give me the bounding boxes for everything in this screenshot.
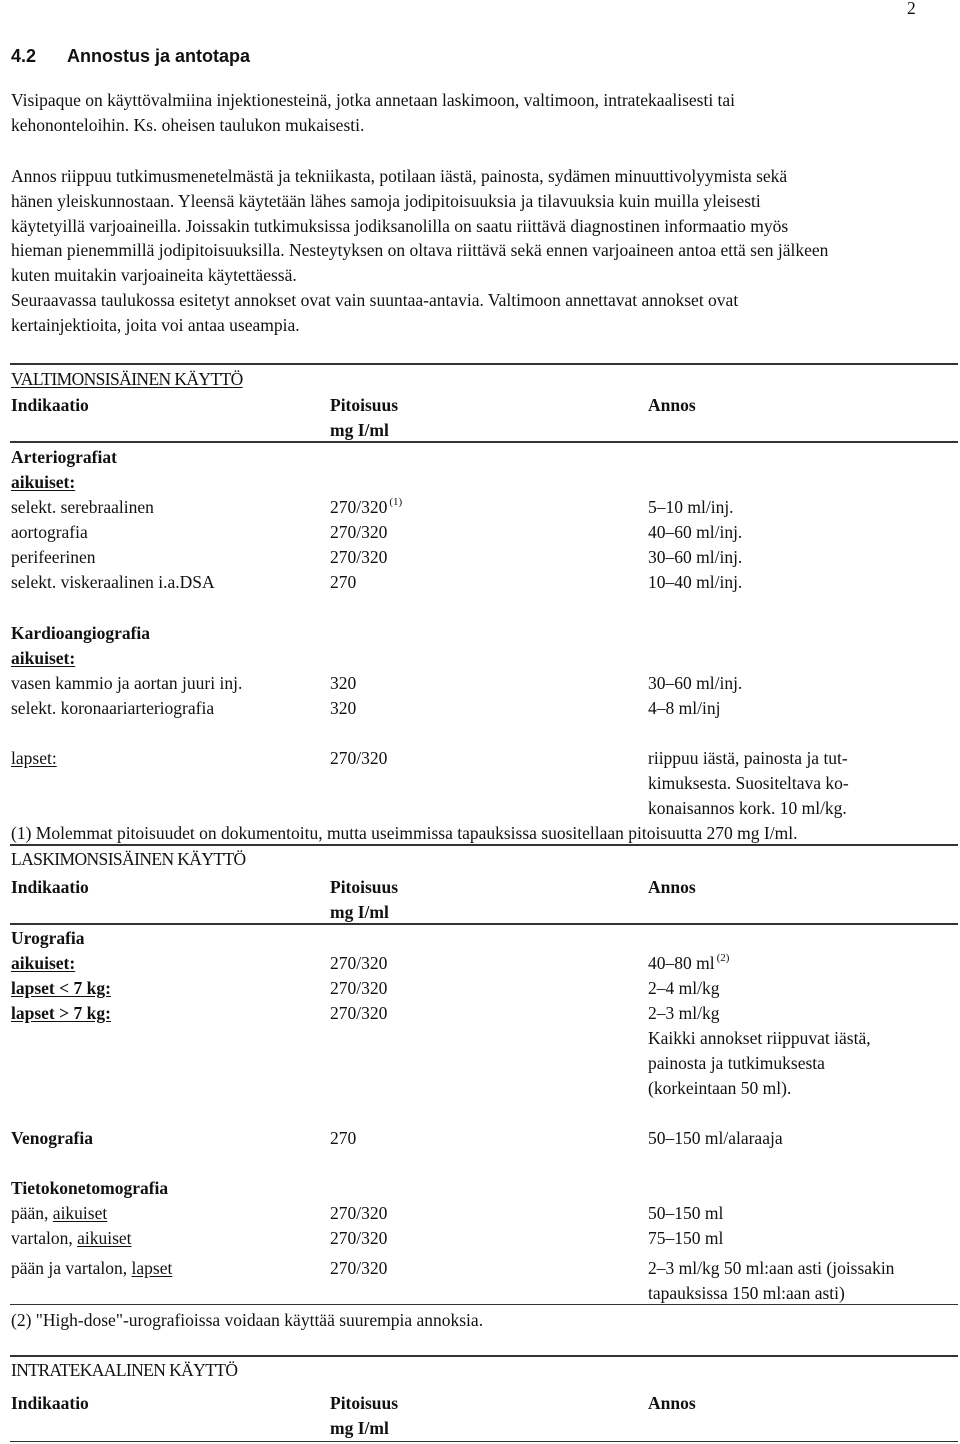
venous-section-title: LASKIMONSISÄINEN KÄYTTÖ: [11, 849, 246, 869]
header-indication: Indikaatio: [11, 877, 89, 897]
concentration-cell: 270/320: [330, 1258, 388, 1278]
concentration-cell: 270/320: [330, 547, 388, 567]
concentration-cell: 270/320: [330, 1203, 388, 1223]
dose-cell: 40–60 ml/inj.: [648, 522, 743, 542]
header-dose: Annos: [648, 1393, 696, 1413]
table-rule: [10, 1355, 958, 1357]
concentration-cell: 270/320 $^{(1)}$: [330, 496, 403, 517]
header-indication: Indikaatio: [11, 395, 89, 415]
header-concentration-unit: mg I/ml: [330, 420, 389, 440]
header-concentration: Pitoisuus: [330, 1393, 399, 1413]
header-dose: Annos: [648, 877, 696, 897]
dose-cell: 30–60 ml/inj.: [648, 673, 743, 693]
urography-group: Urografia: [11, 928, 85, 948]
indication-cell: vartalon, aikuiset: [11, 1228, 132, 1248]
dose-cell: 75–150 ml: [648, 1228, 724, 1248]
dose-cell: kimuksesta. Suositeltava ko-: [648, 773, 849, 793]
dose-cell: 50–150 ml: [648, 1203, 724, 1223]
table-rule: [10, 441, 958, 443]
table-rule: [10, 1304, 958, 1305]
dose-cell: 2–3 ml/kg 50 ml:aan asti (joissakin: [648, 1258, 895, 1278]
intro-paragraph: [11, 88, 956, 138]
dose-cell: 4–8 ml/inj: [648, 698, 721, 718]
concentration-cell: 270/320: [330, 748, 388, 768]
header-indication: Indikaatio: [11, 1393, 89, 1413]
table-rule: [10, 363, 958, 365]
footnote-1: (1) Molemmat pitoisuudet on dokumentoitu, mutta useimmissa tapauksissa suositellaan pitoisuutta 270 mg I/ml.: [11, 823, 798, 843]
table-rule: [10, 1441, 958, 1442]
dose-cell: 30–60 ml/inj.: [648, 547, 743, 567]
indication-cell: selekt. serebraalinen: [11, 497, 154, 517]
concentration-cell: 270/320: [330, 1003, 388, 1023]
indication-cell: lapset > 7 kg:: [11, 1003, 111, 1023]
header-concentration-unit: mg I/ml: [330, 902, 389, 922]
indication-cell: pään, aikuiset: [11, 1203, 108, 1223]
concentration-cell: 270/320: [330, 1228, 388, 1248]
indication-cell: aortografia: [11, 522, 88, 542]
dose-note: (korkeintaan 50 ml).: [648, 1078, 792, 1098]
concentration-cell: 320: [330, 698, 357, 718]
text-line: hänen yleiskunnostaan. Yleensä käytetään lähes samoja jodipitoisuuksia ja tilavuuksia kuin muilla yleisesti: [11, 190, 761, 211]
section-number: 4.2: [11, 46, 37, 66]
section-title: Annostus ja antotapa: [67, 46, 251, 66]
dose-cell: 50–150 ml/alaraaja: [648, 1128, 783, 1148]
dose-cell: 2–4 ml/kg: [648, 978, 720, 998]
indication-cell: perifeerinen: [11, 547, 96, 567]
table-rule: [10, 844, 958, 846]
indication-cell: vasen kammio ja aortan juuri inj.: [11, 673, 243, 693]
indication-cell: lapset < 7 kg:: [11, 978, 111, 998]
children-label: lapset:: [11, 748, 57, 768]
dose-note: Kaikki annokset riippuvat iästä,: [648, 1028, 871, 1048]
header-dose: Annos: [648, 395, 696, 415]
text-line: kuten muitakin varjoaineita käytettäessä.: [11, 265, 297, 286]
dose-cell: tapauksissa 150 ml:aan asti): [648, 1283, 845, 1303]
indication-cell: aikuiset:: [11, 953, 76, 973]
indication-cell: selekt. viskeraalinen i.a.DSA: [11, 572, 215, 592]
header-concentration: Pitoisuus: [330, 395, 399, 415]
adults-label: aikuiset:: [11, 472, 76, 492]
dose-cell: 10–40 ml/inj.: [648, 572, 743, 592]
page-number: 2: [907, 0, 916, 18]
concentration-cell: 320: [330, 673, 357, 693]
dose-cell: 2–3 ml/kg: [648, 1003, 720, 1023]
indication-cell: selekt. koronaariarteriografia: [11, 698, 215, 718]
arterial-section-title: VALTIMONSISÄINEN KÄYTTÖ: [11, 369, 243, 389]
text-line: kehononteloihin. Ks. oheisen taulukon mukaisesti.: [11, 114, 365, 135]
text-line: Visipaque on käyttövalmiina injektionesteinä, jotka annetaan laskimoon, valtimoon, intratekaalisesti tai: [11, 90, 736, 110]
concentration-cell: 270: [330, 572, 357, 592]
footnote-ref: (1): [389, 496, 403, 508]
venography-group: Venografia: [11, 1128, 93, 1148]
concentration-cell: 270/320: [330, 953, 388, 973]
dose-cell: 40–80 ml $^{(2)}$: [648, 952, 730, 973]
header-concentration-unit: mg I/ml: [330, 1418, 389, 1438]
dose-cell: riippuu iästä, painosta ja tut-: [648, 748, 848, 768]
text-line: Annos riippuu tutkimusmenetelmästä ja tekniikasta, potilaan iästä, painosta, sydämen minuuttivolyymista sekä: [11, 166, 788, 186]
adults-label: aikuiset:: [11, 648, 76, 668]
section-heading: [11, 44, 250, 69]
footnote-ref: (2): [716, 952, 730, 964]
text-line: kertainjektioita, joita voi antaa useampia.: [11, 314, 300, 335]
body-paragraph: [11, 164, 956, 338]
intrathecal-section-title: INTRATEKAALINEN KÄYTTÖ: [11, 1360, 238, 1380]
cardioangiography-group: Kardioangiografia: [11, 623, 151, 643]
concentration-cell: 270/320: [330, 522, 388, 542]
header-concentration: Pitoisuus: [330, 877, 399, 897]
text-line: Seuraavassa taulukossa esitetyt annokset ovat vain suuntaa-antavia. Valtimoon annettavat annokset ovat: [11, 289, 739, 310]
ct-group: Tietokonetomografia: [11, 1178, 169, 1198]
dose-cell: 5–10 ml/inj.: [648, 497, 734, 517]
arteriography-group: Arteriografiat: [11, 447, 117, 467]
concentration-cell: 270: [330, 1128, 357, 1148]
dose-note: painosta ja tutkimuksesta: [648, 1053, 825, 1073]
concentration-cell: 270/320: [330, 978, 388, 998]
footnote-2: (2) "High-dose"-urografioissa voidaan käyttää suurempia annoksia.: [11, 1310, 484, 1330]
indication-cell: pään ja vartalon, lapset: [11, 1258, 173, 1278]
text-line: hieman pienemmillä jodipitoisuuksilla. Nesteytyksen on oltava riittävä sekä ennen varjoaineen antoa että sen jälkeen: [11, 240, 829, 261]
table-rule: [10, 923, 958, 925]
dose-cell: konaisannos kork. 10 ml/kg.: [648, 798, 847, 818]
text-line: käytetyillä varjoaineilla. Joissakin tutkimuksissa jodiksanolilla on saatu riittävä diagnostinen informaatio myös: [11, 215, 789, 236]
